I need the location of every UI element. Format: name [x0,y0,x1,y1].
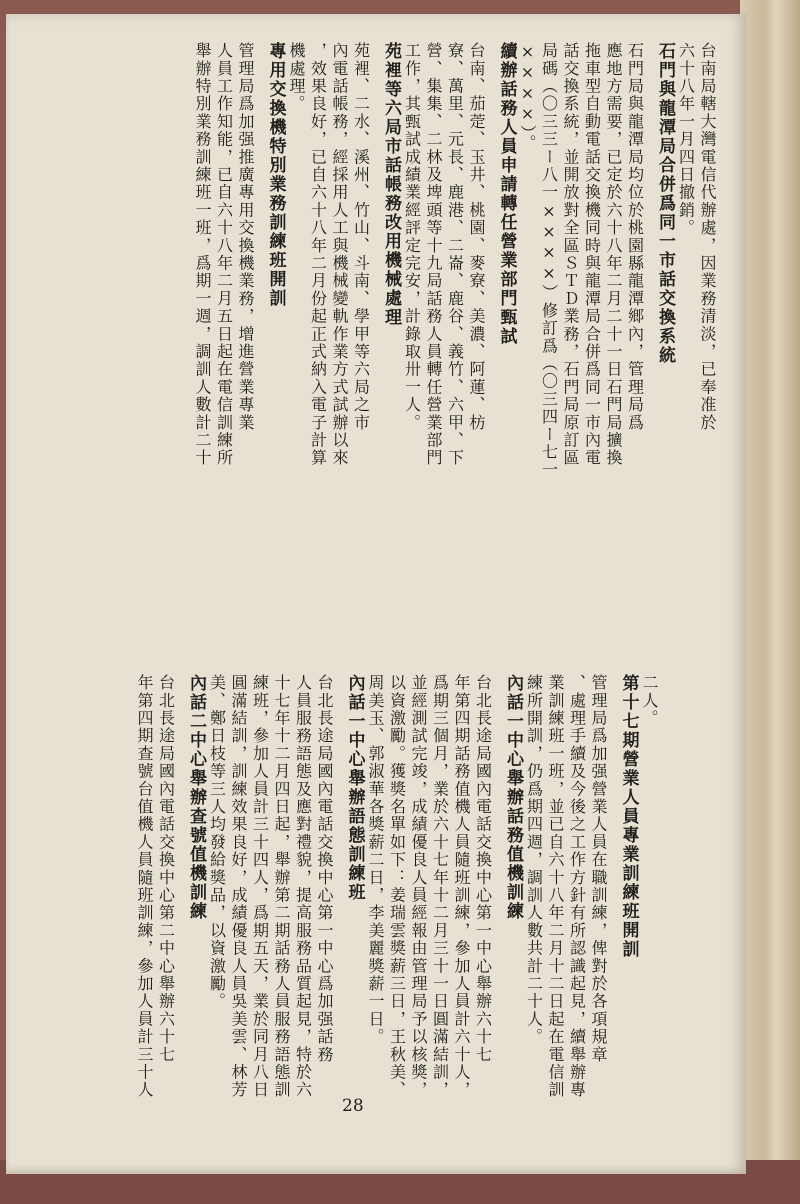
text-line: 二人。 [640,674,659,728]
text-line: 、處理手續及今後之工作方針有所認識起見，續舉辦專 [567,674,587,1099]
section-heading: 專用交換機特別業務訓練班開訓 [265,42,286,308]
section-heading: 內話一中心舉辦語態訓練班 [344,674,365,902]
text-line: 拖車型自動電話交換機同時與龍潭局合併爲同一市內電 [582,42,602,467]
text-line: 以資激勵。獲獎名單如下：姜瑞雲獎薪三日，王秋美、 [387,674,407,1099]
text-line: 台北長途局國內電話交換中心第一中心舉辦六十七 [473,674,493,1064]
text-line: 管理局爲加强營業人員在職訓練，俾對於各項規章 [589,674,608,1064]
text-line: 機處理。 [287,42,306,113]
text-line: 台南局轄大灣電信代辦處，因業務清淡，已奉准於 [698,42,717,432]
section-heading: 內話一中心舉辦話務值機訓練 [503,674,523,921]
text-line: 美、鄭日枝等三人均發給獎品，以資激勵。 [207,674,227,1011]
text-line: 台北長途局國內電話交換中心第二中心舉辦六十七 [156,674,176,1064]
section-heading: 內話二中心舉辦查號值機訓練 [186,674,206,921]
text-line: 業訓練班一班，並已自六十八年二月十二日起在電信訓 [546,674,565,1099]
text-line: 練班，參加人員計三十四人，爲期五天，業於同月八日 [250,674,270,1099]
text-line: 六十八年一月四日撤銷。 [676,42,696,237]
book-page-edges [740,0,800,1204]
text-line: 爲期三個月，業於六十七年十二月三十一日圓滿結訓， [430,674,450,1099]
text-line: 台北長途局國內電話交換中心第一中心爲加强話務 [315,674,334,1064]
text-line: 年第四期查號台值機人員隨班訓練，參加人員計三十人 [135,674,154,1099]
section-heading: 苑裡等六局市話帳務改用機械處理 [381,42,401,327]
text-line: 圓滿結訓，訓練效果良好，成績優良人員吳美雲、林芳 [229,674,248,1099]
page-number: 28 [342,1096,364,1116]
text-line: 並經測試完竣，成績優良人員經報由管理局予以核獎， [409,674,428,1099]
section-heading: 第十七期營業人員專業訓練班開訓 [618,674,639,959]
text-line: 寮、萬里、元長、鹿港、二崙、鹿谷、義竹、六甲、下 [445,42,465,467]
text-line: 應地方需要，已定於六十八年二月二十一日石門局擴換 [604,42,623,467]
text-line: 營、集集、二林及埤頭等十九局話務人員轉任營業部門 [424,42,443,467]
text-line: 周美玉、郭淑華各獎薪二日，李美麗獎薪一日。 [366,674,385,1046]
text-line: 十七年十二月四日起，舉辦第二期話務人員服務語態訓 [272,674,291,1099]
text-line: 苑裡、二水、溪州、竹山、斗南、學甲等六局之市 [351,42,371,432]
text-line: 人員工作知能，已自六十八年二月五日起在電信訓練所 [214,42,234,467]
text-line: 內電話帳務，經採用人工與機械變軌作業方式試辦以來 [330,42,349,467]
text-line: 年第四期話務值機人員隨班訓練，參加人員計六十人， [452,674,471,1099]
bottom-text-block [134,674,661,1099]
top-text-block [192,42,719,632]
text-line: 舉辦特別業務訓練班一班，爲期一週，調訓人數計二十 [193,42,212,467]
book-page [6,14,746,1174]
text-line: 管理局爲加强推廣專用交換機業務，增進營業專業 [236,42,255,432]
text-line: 台南、茄萣、玉井、桃園、麥寮、美濃、阿蓮、枋 [467,42,486,432]
text-line: 練所開訓，仍爲期四週，調訓人數共計二十人。 [524,674,544,1046]
text-line: ××××）。 [518,42,537,153]
section-heading: 石門與龍潭局合併爲同一市話交換系統 [655,42,675,365]
section-heading: 續辦話務人員申請轉任營業部門甄試 [496,42,517,346]
text-line: 局碼（〇三三ー八一××××）修訂爲（〇三四ー七一 [539,42,559,479]
text-line: 人員服務語態及應對禮貌，提高服務品質起見，特於六 [293,674,313,1099]
text-line: 工作，其甄試成績業經評定完安，計錄取卅一人。 [402,42,422,432]
text-line: 話交換系統，並開放對全區ＳＴＤ業務，石門局原訂區 [561,42,580,467]
text-line: 石門局與龍潭局均位於桃園縣龍潭鄉內，管理局爲 [625,42,645,432]
text-line: ，效果良好，已自六十八年二月份起正式納入電子計算 [308,42,328,467]
